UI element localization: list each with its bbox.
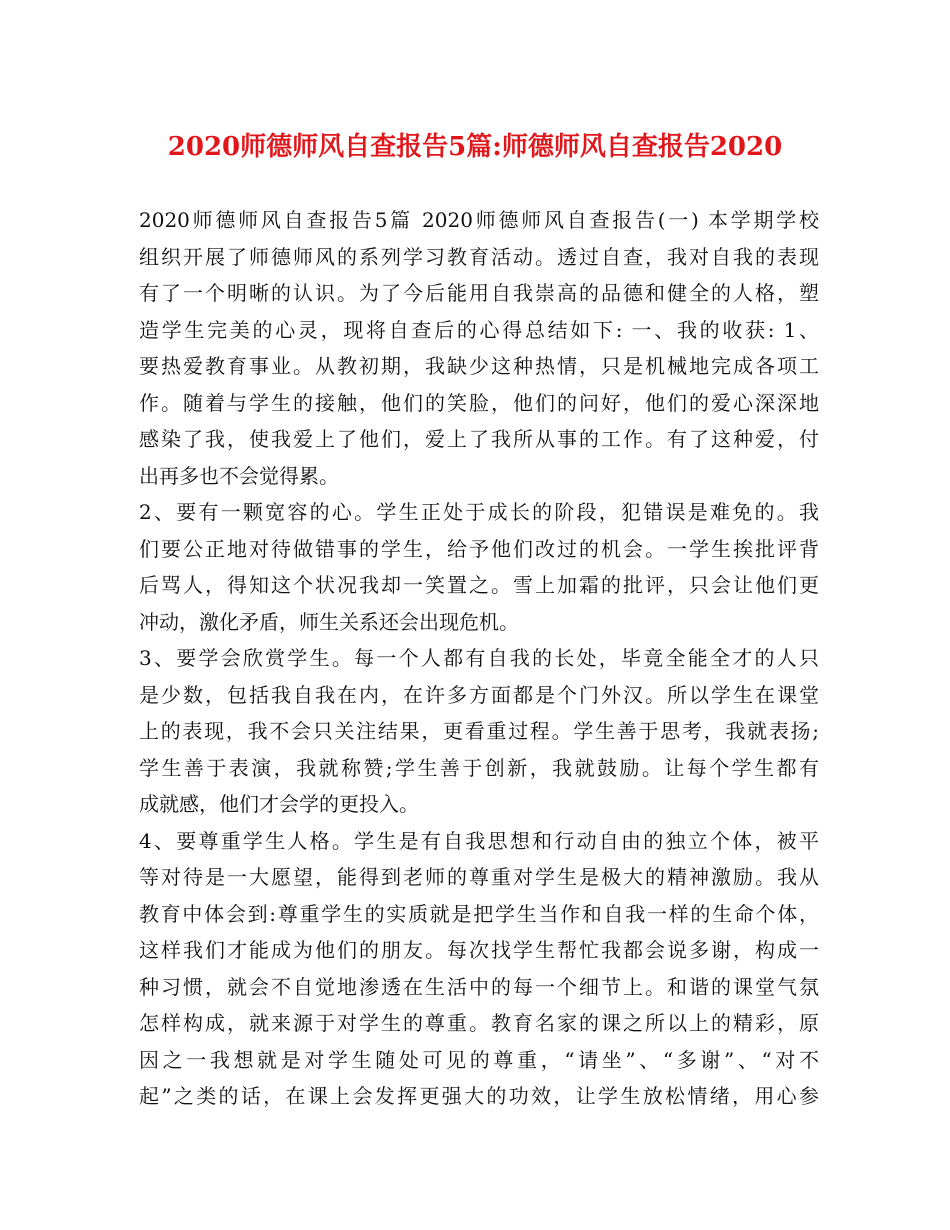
body-line: 2、要有一颗宽容的心。学生正处于成长的阶段，犯错误是难免的。我 — [139, 500, 819, 524]
body-line: 作。随着与学生的接触，他们的笑脸，他们的问好，他们的爱心深深地 — [139, 390, 819, 415]
body-line: 是少数，包括我自我在内，在许多方面都是个门外汉。所以学生在课堂 — [139, 682, 819, 707]
body-line: 4、要尊重学生人格。学生是有自我思想和行动自由的独立个体，被平 — [139, 828, 819, 853]
body-line: 等对待是一大愿望，能得到老师的尊重对学生是极大的精神激励。我从 — [139, 865, 819, 889]
body-line: 出再多也不会觉得累。 — [139, 463, 339, 488]
body-line: 们要公正地对待做错事的学生，给予他们改过的机会。一学生挨批评背 — [139, 536, 819, 561]
body-line: 因之一我想就是对学生随处可见的尊重，“请坐”、“多谢”、“对不 — [139, 1047, 819, 1072]
body-line: 冲动，激化矛盾，师生关系还会出现危机。 — [139, 609, 519, 634]
body-line: 2020师德师风自查报告5篇 2020师德师风自查报告(一) 本学期学校 — [139, 208, 819, 232]
body-line: 感染了我，使我爱上了他们，爱上了我所从事的工作。有了这种爱，付 — [139, 427, 819, 451]
document-body — [139, 202, 819, 1115]
body-line: 教育中体会到:尊重学生的实质就是把学生当作和自我一样的生命个体， — [139, 901, 819, 926]
body-line: 3、要学会欣赏学生。每一个人都有自我的长处，毕竟全能全才的人只 — [139, 646, 819, 670]
body-line: 上的表现，我不会只关注结果，更看重过程。学生善于思考，我就表扬; — [139, 719, 819, 743]
body-line: 起”之类的话，在课上会发挥更强大的功效，让学生放松情绪，用心参 — [139, 1084, 819, 1108]
body-line: 学生善于表演，我就称赞;学生善于创新，我就鼓励。让每个学生都有 — [139, 755, 819, 780]
body-line: 种习惯，就会不自觉地渗透在生活中的每一个细节上。和谐的课堂气氛 — [139, 974, 819, 999]
body-line: 成就感，他们才会学的更投入。 — [139, 792, 419, 816]
body-line: 怎样构成，就来源于对学生的尊重。教育名家的课之所以上的精彩，原 — [139, 1011, 819, 1035]
document-title: 2020师德师风自查报告5篇:师德师风自查报告2020 — [167, 132, 783, 162]
body-line: 这样我们才能成为他们的朋友。每次找学生帮忙我都会说多谢，构成一 — [139, 938, 819, 962]
body-line: 要热爱教育事业。从教初期，我缺少这种热情，只是机械地完成各项工 — [139, 354, 819, 378]
body-line: 有了一个明晰的认识。为了今后能用自我崇高的品德和健全的人格，塑 — [139, 281, 819, 305]
body-line: 组织开展了师德师风的系列学习教育活动。透过自查，我对自我的表现 — [139, 244, 819, 269]
body-line: 后骂人，得知这个状况我却一笑置之。雪上加霜的批评，只会让他们更 — [139, 573, 819, 597]
body-line: 造学生完美的心灵，现将自查后的心得总结如下: 一、我的收获: 1、 — [139, 317, 819, 342]
